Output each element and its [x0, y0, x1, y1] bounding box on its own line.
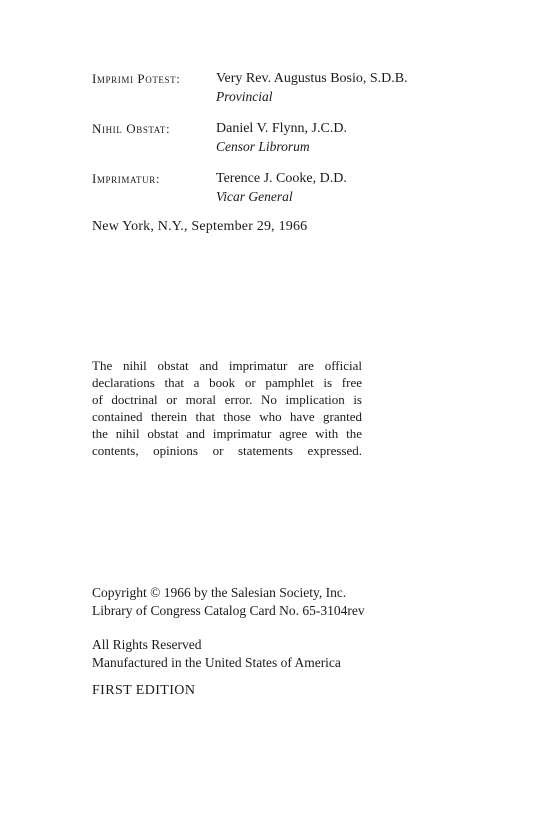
- approval-imprimatur: [92, 170, 442, 206]
- edition-statement: FIRST EDITION: [92, 683, 196, 698]
- approval-person: [216, 70, 408, 106]
- rights-reserved: All Rights Reserved: [92, 637, 202, 652]
- approval-title: Vicar General: [216, 189, 293, 204]
- disclaimer-line: of doctrinal or moral error. No implication is: [92, 392, 362, 407]
- approval-label: Nihil Obstat:: [92, 121, 171, 136]
- place-date: New York, N.Y., September 29, 1966: [92, 219, 308, 234]
- approval-imprimi-potest: [92, 70, 442, 106]
- disclaimer-line: declarations that a book or pamphlet is free: [92, 375, 362, 390]
- catalog-number: Library of Congress Catalog Card No. 65-3104rev: [92, 603, 365, 618]
- disclaimer-line: the nihil obstat and imprimatur agree with the: [92, 426, 362, 441]
- disclaimer-line: contents, opinions or statements expressed.: [92, 443, 362, 458]
- approval-nihil-obstat: [92, 120, 442, 156]
- rights-block: [92, 636, 341, 672]
- approval-name: Daniel V. Flynn, J.C.D.: [216, 121, 347, 136]
- disclaimer-line: The nihil obstat and imprimatur are official: [92, 358, 362, 373]
- approval-name: Terence J. Cooke, D.D.: [216, 171, 347, 186]
- approval-label: Imprimatur:: [92, 171, 161, 186]
- manufactured-in: Manufactured in the United States of America: [92, 655, 341, 670]
- approval-name: Very Rev. Augustus Bosio, S.D.B.: [216, 71, 408, 86]
- approval-title: Provincial: [216, 89, 273, 104]
- approval-label: Imprimi Potest:: [92, 71, 181, 86]
- approval-title: Censor Librorum: [216, 139, 310, 154]
- approval-person: [216, 170, 347, 206]
- copyright-block: [92, 584, 365, 620]
- approval-person: [216, 120, 347, 156]
- copyright-notice: Copyright © 1966 by the Salesian Society, Inc.: [92, 585, 347, 600]
- disclaimer-paragraph: [92, 357, 362, 459]
- disclaimer-line: contained therein that those who have granted: [92, 409, 362, 424]
- ecclesiastical-approvals: [92, 70, 442, 220]
